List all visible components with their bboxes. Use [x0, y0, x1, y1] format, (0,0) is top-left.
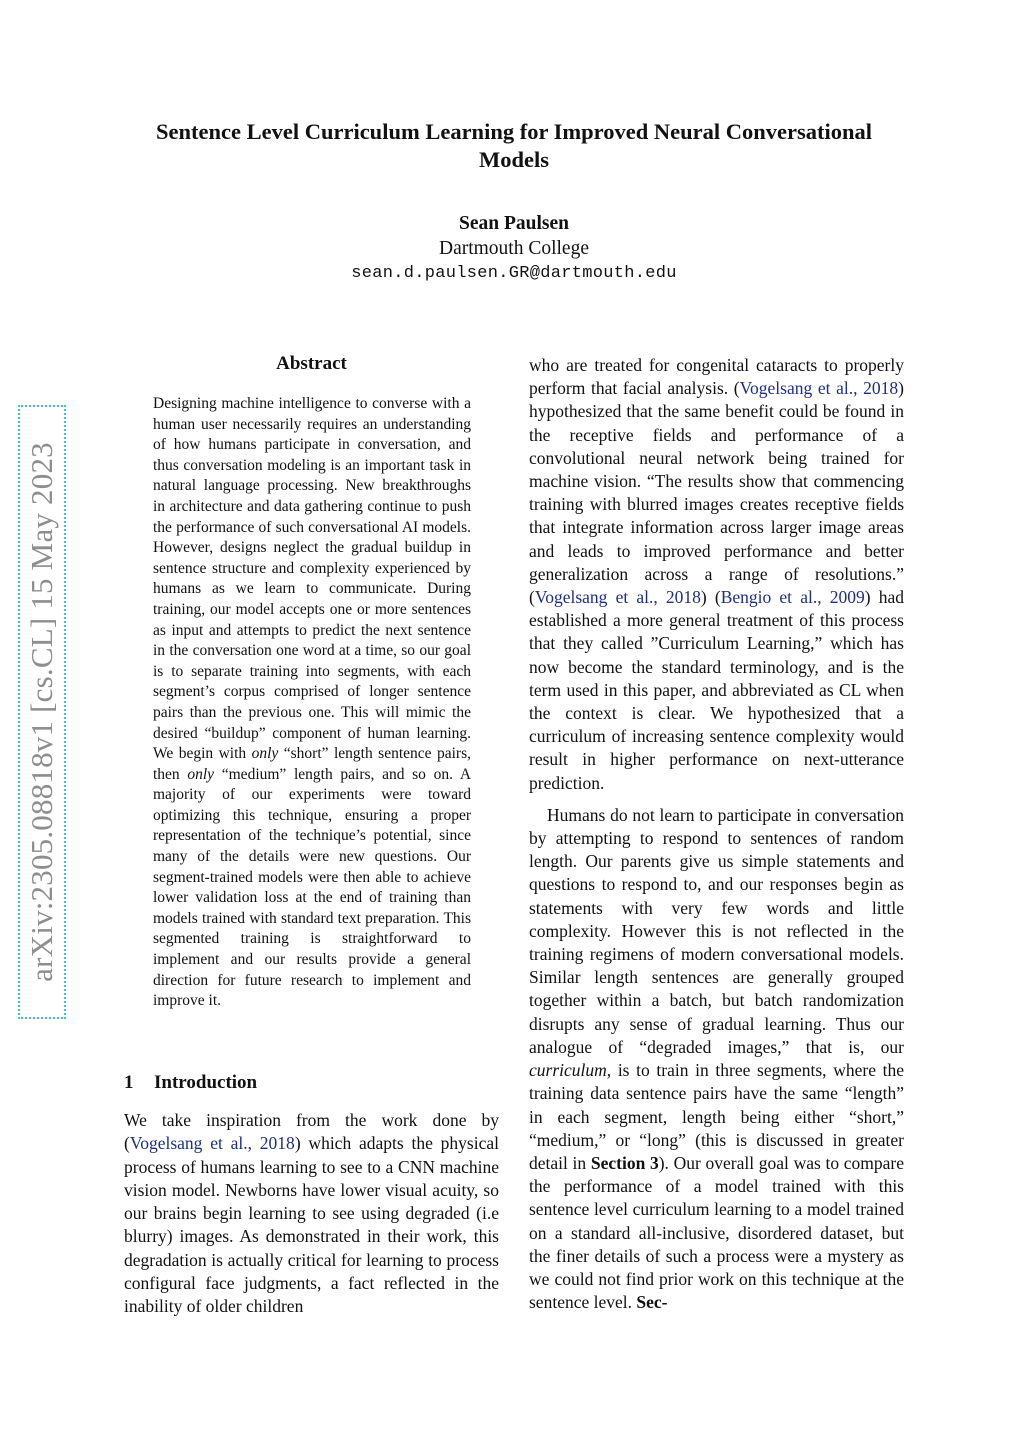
citation-link[interactable]: Vogelsang et al., 2018 — [129, 1133, 295, 1154]
abstract-text: “medium” length pairs, and so on. A majority of our experiments were toward optimizing this technique, ensuring a proper representation of the technique’s potential, since many of the details were new questions. Our segment-trained models were then able to achieve lower validation loss at the end of training than models trained with standard text preparation. This segmented training is straightforward to implement and our results provide a general direction for future research to implement and improve it. — [153, 765, 472, 1010]
section-reference: Sec- — [636, 1292, 668, 1313]
intro-emphasis: curriculum — [529, 1060, 607, 1081]
section-reference: Section 3 — [590, 1152, 659, 1173]
intro-text: who are treated for congenital cataracts to properly perform that facial analysis. ( — [529, 355, 904, 399]
arxiv-identifier: arXiv:2305.08818v1 [cs.CL] 15 May 2023 — [24, 442, 59, 982]
intro-text: Humans do not learn to participate in conversation by attempting to respond to sentences of random length. Our parents give us simple statements and questions to respond to, and our responses begin as statements with very few words and little complexity. However this is not reflected in the training regimens of modern conversational models. Similar length sentences are generally grouped together within a batch, but batch randomization disrupts any sense of gradual learning. Thus our analogue of “degraded images,” that is, our — [529, 804, 904, 1057]
citation-link[interactable]: Vogelsang et al., 2018 — [739, 378, 899, 399]
intro-paragraph-right-2 — [529, 804, 904, 1314]
citation-link[interactable]: Bengio et al., 2009 — [720, 587, 865, 608]
intro-text: ) which adapts the physical process of humans learning to see to a CNN machine vision model. Newborns have lower visual acuity, so our brains begin learning to see using degraded (i.e blurry) images. As demonstrated in their work, this degradation is actually critical for learning to process configural face judgments, a fact reflected in the inability of older children — [124, 1133, 499, 1317]
intro-text: , is to train in three segments, where the training data sentence pairs have the same “length” in each segment, length being either “short,” “medium,” or “long” (this is discussed in greater detail in — [529, 1060, 904, 1173]
author-block — [200, 211, 828, 286]
intro-text: ) ( — [700, 587, 721, 608]
author-affiliation: Dartmouth College — [438, 238, 589, 259]
author-email: sean.d.paulsen.GR@dartmouth.edu — [351, 264, 677, 283]
abstract-text: Designing machine intelligence to converse with a human user necessarily requires an understanding of how humans participate in conversation, and thus conversation modeling is an important task in natural language processing. New breakthroughs in architecture and data gathering continue to push the performance of such conversational AI models. However, designs neglect the gradual buildup in sentence structure and complexity experienced by humans as we learn to communicate. During training, our model accepts one or more sentences as input and attempts to predict the next sentence in the conversation one word at a time, so our goal is to separate training into segments, with each segment’s corpus comprised of longer sentence pairs than the previous one. This will mimic the desired “buildup” component of human learning. We begin with — [153, 395, 471, 763]
citation-link[interactable]: Vogelsang et al., 2018 — [534, 587, 701, 608]
abstract-emphasis: only — [251, 745, 279, 763]
abstract-heading: Abstract — [276, 353, 347, 374]
paper-title: Sentence Level Curriculum Learning for Improved Neural Conversational Models — [156, 119, 872, 172]
intro-text: ) had established a more general treatment of this process that they called ”Curriculum Learning,” which has now become the standard terminology, and is the term used in this paper, and abbreviated as CL when the context is clear. We hypothesized that a curriculum of increasing sentence complexity would result in higher performance on next-utterance prediction. — [529, 587, 904, 793]
author-name: Sean Paulsen — [459, 213, 569, 234]
section-heading-introduction — [124, 1071, 499, 1095]
abstract-emphasis: only — [187, 765, 215, 783]
right-column — [529, 354, 904, 1314]
intro-paragraph-left — [124, 1109, 499, 1319]
abstract-text: “short” length sentence pairs, then — [153, 745, 471, 783]
intro-text: ) hypothesized that the same benefit could be found in the receptive fields and performance of a convolutional neural network being trained for machine vision. “The results show that commencing training with blurred images creates receptive fields that integrate information across larger image areas and leads to improved performance and better generalization across a range of resolutions.” ( — [529, 378, 904, 608]
intro-paragraph-right-1 — [529, 354, 904, 795]
section-title: Introduction — [154, 1072, 258, 1093]
arxiv-stamp — [18, 405, 66, 1019]
intro-text: We take inspiration from the work done by ( — [124, 1110, 499, 1154]
abstract-body — [153, 394, 471, 1012]
section-number: 1 — [124, 1072, 134, 1093]
intro-text: ). Our overall goal was to compare the performance of a model trained with this sentence level curriculum learning to a model trained on a standard all-inclusive, disordered dataset, but the finer details of such a process were a mystery as we could not find prior work on this technique at the sentence level. — [529, 1152, 905, 1313]
